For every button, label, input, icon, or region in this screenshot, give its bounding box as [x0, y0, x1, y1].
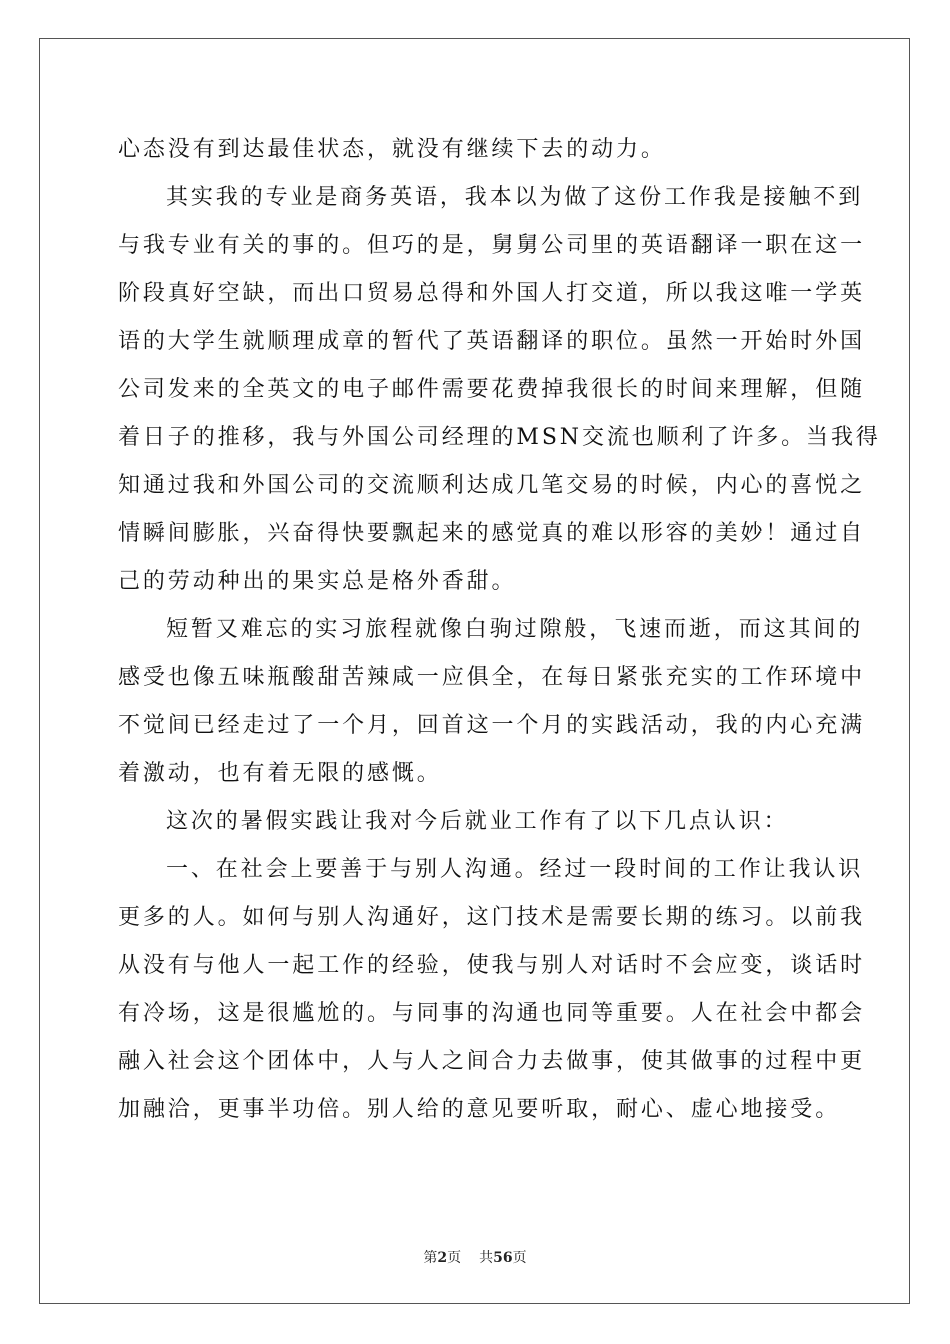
document-body	[118, 126, 881, 1134]
text-line: 短暂又难忘的实习旅程就像白驹过隙般，飞速而逝，而这其间的	[166, 617, 864, 642]
text-line: 一、在社会上要善于与别人沟通。经过一段时间的工作让我认识	[166, 857, 864, 882]
page-total-indicator	[479, 1250, 526, 1266]
total-prefix: 共	[479, 1250, 494, 1266]
total-suffix: 页	[512, 1250, 527, 1266]
text-line: 着日子的推移，我与外国公司经理的MSN交流也顺利了许多。当我得	[118, 425, 881, 450]
text-line: 有冷场，这是很尴尬的。与同事的沟通也同等重要。人在社会中都会	[118, 1001, 866, 1026]
text-line: 更多的人。如何与别人沟通好，这门技术是需要长期的练习。以前我	[118, 905, 866, 930]
text-line: 语的大学生就顺理成章的暂代了英语翻译的职位。虽然一开始时外国	[118, 329, 866, 354]
text-line: 这次的暑假实践让我对今后就业工作有了以下几点认识：	[166, 809, 789, 834]
page-number: 2	[437, 1250, 448, 1266]
page-footer	[0, 1247, 950, 1267]
page-indicator	[423, 1250, 461, 1266]
total-pages: 56	[493, 1250, 513, 1266]
text-line: 己的劳动种出的果实总是格外香甜。	[118, 569, 517, 594]
text-line: 感受也像五味瓶酸甜苦辣咸一应俱全，在每日紧张充实的工作环境中	[118, 665, 866, 690]
page-prefix: 第	[423, 1250, 438, 1266]
text-line: 不觉间已经走过了一个月，回首这一个月的实践活动，我的内心充满	[118, 713, 866, 738]
text-line: 加融洽，更事半功倍。别人给的意见要听取，耐心、虚心地接受。	[118, 1097, 841, 1122]
text-line: 着激动，也有着无限的感慨。	[118, 761, 442, 786]
text-line: 公司发来的全英文的电子邮件需要花费掉我很长的时间来理解，但随	[118, 377, 866, 402]
text-line: 阶段真好空缺，而出口贸易总得和外国人打交道，所以我这唯一学英	[118, 281, 866, 306]
text-line: 情瞬间膨胀，兴奋得快要飘起来的感觉真的难以形容的美妙！通过自	[118, 521, 866, 546]
text-line: 知通过我和外国公司的交流顺利达成几笔交易的时候，内心的喜悦之	[118, 473, 866, 498]
text-line: 从没有与他人一起工作的经验，使我与别人对话时不会应变，谈话时	[118, 953, 866, 978]
text-line: 与我专业有关的事的。但巧的是，舅舅公司里的英语翻译一职在这一	[118, 233, 866, 258]
text-line: 融入社会这个团体中，人与人之间合力去做事，使其做事的过程中更	[118, 1049, 866, 1074]
page-suffix: 页	[447, 1250, 462, 1266]
text-line: 心态没有到达最佳状态，就没有继续下去的动力。	[118, 137, 666, 162]
text-line: 其实我的专业是商务英语，我本以为做了这份工作我是接触不到	[166, 185, 864, 210]
